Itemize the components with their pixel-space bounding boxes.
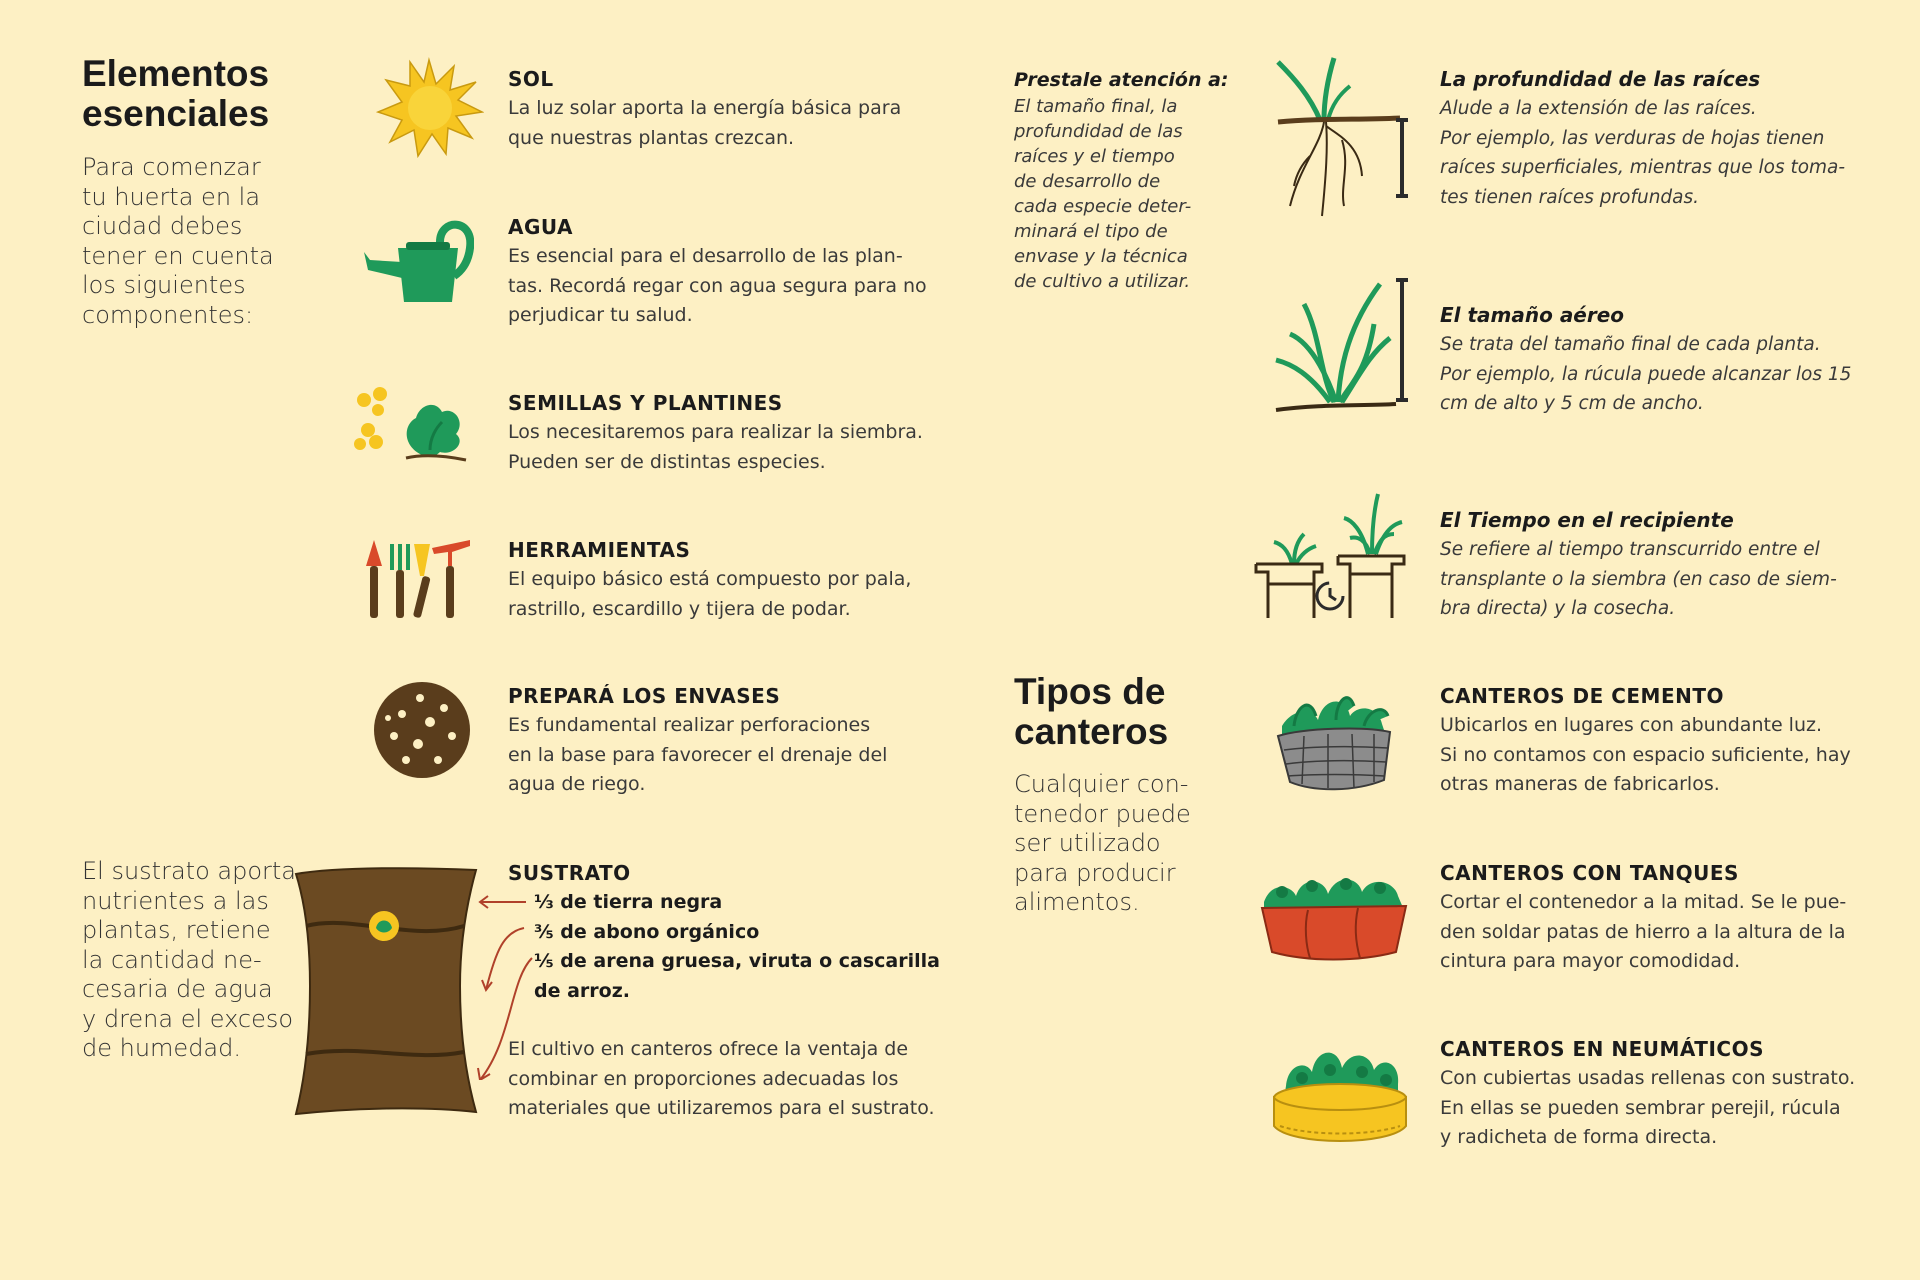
section-title-elementos: Elementos esenciales <box>82 53 270 134</box>
sustrato-note: El cultivo en canteros ofrece la ventaja de combinar en proporciones adecuadas los materiales que utilizaremos para el sustrato. <box>508 1038 935 1119</box>
root-depth-icon <box>1270 56 1416 222</box>
canteros-intro-text: Cualquier con- tenedor puede ser utilizado para producir alimentos. <box>1014 770 1191 916</box>
sustrato-proportions: ⅓ de tierra negra ⅗ de abono orgánico ⅕ de arena gruesa, viruta o cascarilla de arroz. <box>534 891 940 1002</box>
element-sol <box>508 64 901 153</box>
element-title: AGUA <box>508 215 573 239</box>
element-description: El equipo básico está compuesto por pala, rastrillo, escardillo y tijera de podar. <box>508 568 912 620</box>
cantero-description: Cortar el contenedor a la mitad. Se le pue- den soldar patas de hierro a la altura de la cintura para mayor comodidad. <box>1440 891 1847 972</box>
element-description: Es fundamental realizar perforaciones en la base para favorecer el drenaje del agua de riego. <box>508 714 888 795</box>
factor-description: Se trata del tamaño final de cada planta. Por ejemplo, la rúcula puede alcanzar los 15 cm de alto y 5 cm de ancho. <box>1440 334 1852 414</box>
cantero-neumaticos <box>1440 1034 1855 1153</box>
cantero-description: Ubicarlos en lugares con abundante luz. Si no contamos con espacio suficiente, hay otras maneras de fabricarlos. <box>1440 714 1851 795</box>
factor-description: Alude a la extensión de las raíces. Por ejemplo, las verduras de hojas tienen raíces superficiales, mientras que los toma- tes tienen raíces profundas. <box>1440 98 1846 208</box>
factor-title: La profundidad de las raíces <box>1440 67 1761 91</box>
intro-text: Para comenzar tu huerta en la ciudad debes tener en cuenta los siguientes componentes: <box>82 153 274 329</box>
attention-title: Prestale atención a: <box>1014 69 1229 91</box>
element-description: Es esencial para el desarrollo de las plan- tas. Recordá regar con agua segura para no perjudicar tu salud. <box>508 245 927 326</box>
factor-aerial-size <box>1440 300 1851 419</box>
attention-text: El tamaño final, la profundidad de las raíces y el tiempo de desarrollo de cada especie deter- minará el tipo de envase y la técnica de cultivo a utilizar. <box>1014 96 1192 292</box>
factor-title: El tamaño aéreo <box>1440 303 1625 327</box>
cantero-title: CANTEROS DE CEMENTO <box>1440 684 1724 708</box>
cantero-title: CANTEROS EN NEUMÁTICOS <box>1440 1037 1764 1061</box>
element-title: SOL <box>508 67 554 91</box>
factor-description: Se refiere al tiempo transcurrido entre el transplante o la siembra (en caso de siem- bra directa) y la cosecha. <box>1440 539 1837 619</box>
element-sustrato <box>508 858 940 1124</box>
watering-can-icon <box>362 212 474 308</box>
tank-bed-icon <box>1258 866 1410 966</box>
tire-bed-icon <box>1270 1040 1410 1148</box>
attention-box <box>1014 66 1229 294</box>
section-title-canteros: Tipos de canteros <box>1014 671 1169 752</box>
cantero-tanques <box>1440 858 1846 977</box>
factor-root-depth <box>1440 64 1845 212</box>
substrate-sack-icon <box>292 866 480 1116</box>
perforated-base-icon <box>372 680 472 780</box>
seeds-seedling-icon <box>350 384 480 468</box>
element-agua <box>508 212 927 331</box>
element-title: SEMILLAS Y PLANTINES <box>508 391 783 415</box>
substrate-intro-text: El sustrato aporta nutrientes a las plantas, retiene la cantidad ne- cesaria de agua y drena el exceso de humedad. <box>82 857 296 1062</box>
cantero-description: Con cubiertas usadas rellenas con sustrato. En ellas se pueden sembrar perejil, rúcula y radicheta de forma directa. <box>1440 1067 1856 1148</box>
factor-title: El Tiempo en el recipiente <box>1440 508 1734 532</box>
factor-growth-time <box>1440 505 1837 624</box>
garden-tools-icon <box>362 536 474 620</box>
growth-time-icon <box>1254 490 1406 620</box>
aerial-size-icon <box>1270 274 1416 420</box>
element-semillas <box>508 388 923 477</box>
cantero-title: CANTEROS CON TANQUES <box>1440 861 1739 885</box>
sun-icon <box>374 56 484 160</box>
cement-bed-icon <box>1274 676 1394 796</box>
element-title: HERRAMIENTAS <box>508 538 691 562</box>
cantero-cemento <box>1440 681 1851 800</box>
element-description: La luz solar aporta la energía básica para que nuestras plantas crezcan. <box>508 97 902 149</box>
element-description: Los necesitaremos para realizar la siembra. Pueden ser de distintas especies. <box>508 421 923 473</box>
element-title: SUSTRATO <box>508 861 631 885</box>
element-envases <box>508 681 887 800</box>
element-herramientas <box>508 535 911 624</box>
element-title: PREPARÁ LOS ENVASES <box>508 684 781 708</box>
